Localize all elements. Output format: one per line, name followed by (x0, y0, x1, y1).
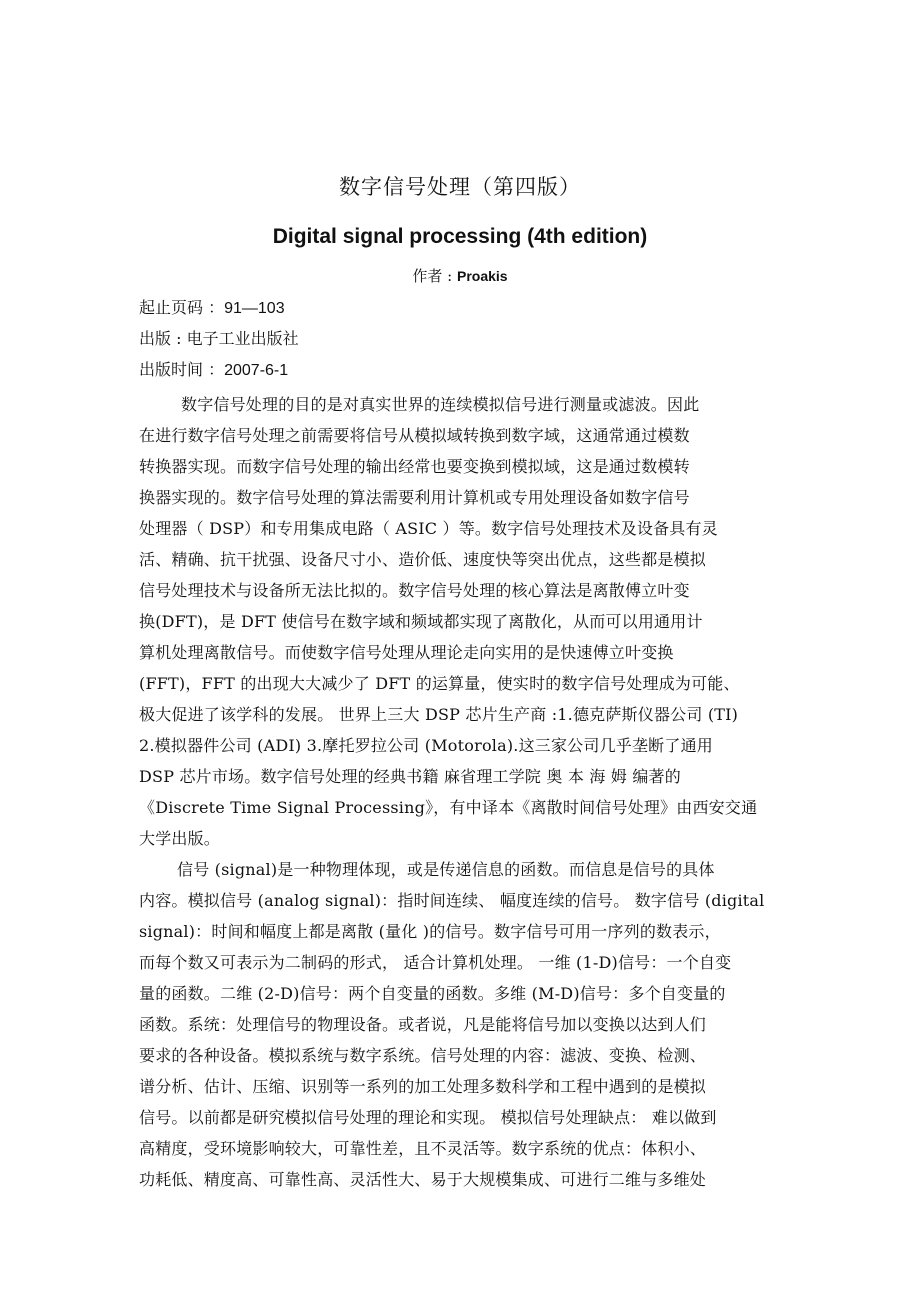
body-line: 信号 (signal)是一种物理体现，或是传递信息的函数。而信息是信号的具体 (177, 860, 715, 879)
body-line: 在进行数字信号处理之前需要将信号从模拟域转换到数字域，这通常通过模数 (139, 426, 690, 445)
title-chinese: 数字信号处理（第四版） (339, 175, 581, 199)
publisher-value: 电子工业出版社 (186, 329, 299, 348)
body-line: 活、精确、抗干扰强、设备尺寸小、造价低、速度快等突出优点，这些都是模拟 (139, 550, 707, 569)
body-line: 而每个数又可表示为二制码的形式， 适合计算机处理。 一维 (1-D)信号：一个自变 (139, 953, 732, 972)
body-line: 信号处理技术与设备所无法比拟的。数字信号处理的核心算法是离散傅立叶变 (139, 581, 690, 600)
body-line: 量的函数。二维 (2-D)信号：两个自变量的函数。多维 (M-D)信号：多个自变量的 (139, 984, 726, 1003)
body-line: 函数。系统：处理信号的物理设备。或者说，凡是能将信号加以变换以达到人们 (139, 1015, 707, 1034)
author-name: Proakis (457, 268, 508, 284)
body-line: 要求的各种设备。模拟系统与数字系统。信号处理的内容：滤波、变换、检测、 (139, 1046, 707, 1065)
date-value: 2007-6-1 (224, 362, 289, 379)
body-line: 《Discrete Time Signal Processing》，有中译本《离散时间信号处理》由西安交通 (139, 798, 758, 817)
body-line: 极大促进了该学科的发展。 世界上三大 DSP 芯片生产商 :1.德克萨斯仪器公司 (TI) (139, 705, 739, 724)
body-line: DSP 芯片市场。数字信号处理的经典书籍 麻省理工学院 奥 本 海 姆 编著的 (139, 767, 681, 786)
body-line: 2.模拟器件公司 (ADI) 3.摩托罗拉公司 (Motorola).这三家公司几乎垄断了通用 (139, 736, 713, 755)
body-line: signal)：时间和幅度上都是离散 (量化 )的信号。数字信号可用一序列的数表示， (139, 922, 721, 941)
body-line: 高精度，受环境影响较大，可靠性差，且不灵活等。数字系统的优点：体积小、 (139, 1139, 707, 1158)
publisher-line (139, 327, 299, 351)
body-line: 换(DFT)，是 DFT 使信号在数字域和频域都实现了离散化，从而可以用通用计 (139, 612, 703, 631)
body-line: 换器实现的。数字信号处理的算法需要利用计算机或专用处理设备如数字信号 (139, 488, 690, 507)
date-label: 出版时间 ： (139, 360, 225, 379)
body-line: 算机处理离散信号。而使数字信号处理从理论走向实用的是快速傅立叶变换 (139, 643, 674, 662)
pages-line (139, 296, 285, 321)
pages-label: 起止页码 ： (139, 298, 225, 317)
author-line (0, 264, 920, 288)
body-line: 处理器（ DSP）和专用集成电路（ ASIC ）等。数字信号处理技术及设备具有灵 (139, 519, 718, 538)
body-line: 大学出版。 (139, 829, 221, 848)
body-line: (FFT)，FFT 的出现大大减少了 DFT 的运算量，使实时的数字信号处理成为可能、 (139, 674, 740, 693)
title-english: Digital signal processing (4th edition) (272, 225, 648, 248)
body-line: 信号。以前都是研究模拟信号处理的理论和实现。 模拟信号处理缺点： 难以做到 (139, 1108, 717, 1127)
author-label: 作者 : (412, 267, 457, 285)
body-line: 功耗低、精度高、可靠性高、灵活性大、易于大规模集成、可进行二维与多维处 (139, 1170, 707, 1189)
body-line: 转换器实现。而数字信号处理的输出经常也要变换到模拟域，这是通过数模转 (139, 457, 690, 476)
publisher-label: 出版 : (139, 329, 187, 348)
body-line: 谱分析、估计、压缩、识别等一系列的加工处理多数科学和工程中遇到的是模拟 (139, 1077, 707, 1096)
date-line (139, 358, 288, 383)
pages-value: 91—103 (224, 300, 285, 317)
body-line: 内容。模拟信号 (analog signal)：指时间连续、 幅度连续的信号。 数字信号 (digital (139, 891, 765, 910)
body-line: 数字信号处理的目的是对真实世界的连续模拟信号进行测量或滤波。因此 (181, 395, 700, 414)
